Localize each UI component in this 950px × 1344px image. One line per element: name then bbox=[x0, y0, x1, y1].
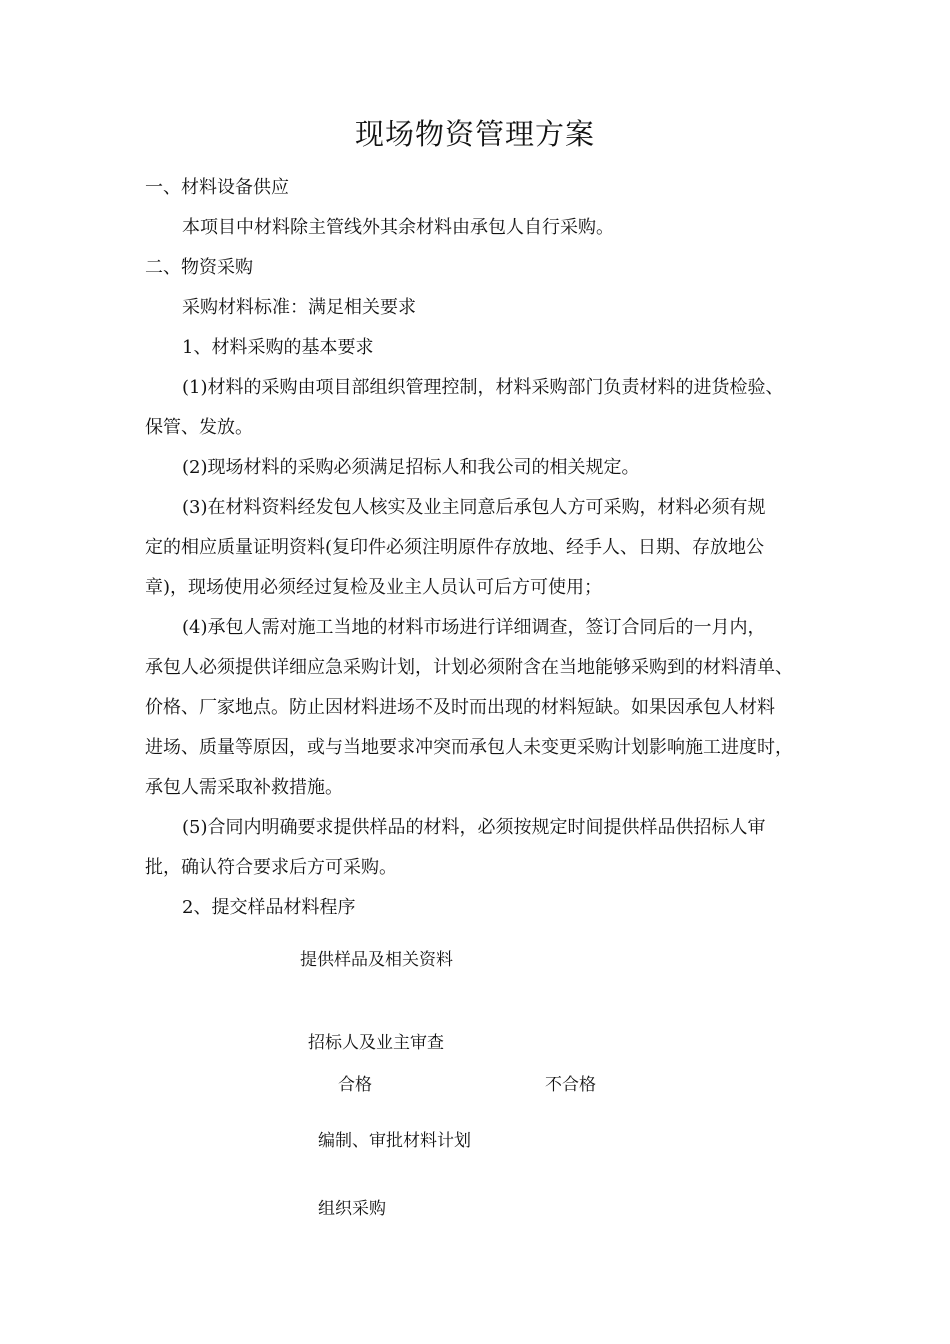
flow-step-plan: 编制、审批材料计划 bbox=[318, 1131, 471, 1151]
flow-step-procure: 组织采购 bbox=[318, 1199, 386, 1219]
paragraph-standard: 采购材料标准：满足相关要求 bbox=[182, 297, 416, 318]
subheading-basic-requirements: 1、材料采购的基本要求 bbox=[182, 337, 374, 358]
flow-branch-fail: 不合格 bbox=[545, 1075, 596, 1095]
paragraph-item-3-line-1: (3)在材料资料经发包人核实及业主同意后承包人方可采购，材料必须有规 bbox=[182, 497, 766, 518]
paragraph-item-4-line-3: 价格、厂家地点。防止因材料进场不及时而出现的材料短缺。如果因承包人材料 bbox=[145, 697, 775, 718]
paragraph-item-3-line-2: 定的相应质量证明资料(复印件必须注明原件存放地、经手人、日期、存放地公 bbox=[145, 537, 765, 558]
flow-step-submit-samples: 提供样品及相关资料 bbox=[300, 950, 453, 970]
paragraph-item-5-line-2: 批，确认符合要求后方可采购。 bbox=[145, 857, 397, 878]
paragraph-item-4-line-4: 进场、质量等原因，或与当地要求冲突而承包人未变更采购计划影响施工进度时， bbox=[145, 737, 793, 758]
section-heading-supply: 一、材料设备供应 bbox=[145, 177, 289, 198]
paragraph-item-3-line-3: 章)，现场使用必须经过复检及业主人员认可后方可使用； bbox=[145, 577, 603, 598]
paragraph-item-5-line-1: (5)合同内明确要求提供样品的材料，必须按规定时间提供样品供招标人审 bbox=[182, 817, 766, 838]
paragraph-item-4-line-2: 承包人必须提供详细应急采购计划，计划必须附含在当地能够采购到的材料清单、 bbox=[145, 657, 793, 678]
flow-step-review: 招标人及业主审查 bbox=[308, 1033, 444, 1053]
subheading-sample-procedure: 2、提交样品材料程序 bbox=[182, 897, 356, 918]
paragraph-supply: 本项目中材料除主管线外其余材料由承包人自行采购。 bbox=[182, 217, 614, 238]
paragraph-item-4-line-5: 承包人需采取补救措施。 bbox=[145, 777, 343, 798]
paragraph-item-4-line-1: (4)承包人需对施工当地的材料市场进行详细调查，签订合同后的一月内， bbox=[182, 617, 766, 638]
section-heading-purchase: 二、物资采购 bbox=[145, 257, 253, 278]
flow-branch-pass: 合格 bbox=[338, 1075, 372, 1095]
page-title: 现场物资管理方案 bbox=[354, 117, 595, 151]
paragraph-item-2: (2)现场材料的采购必须满足招标人和我公司的相关规定。 bbox=[182, 457, 640, 478]
paragraph-item-1-line-2: 保管、发放。 bbox=[145, 417, 253, 438]
paragraph-item-1-line-1: (1)材料的采购由项目部组织管理控制，材料采购部门负责材料的进货检验、 bbox=[182, 377, 784, 398]
